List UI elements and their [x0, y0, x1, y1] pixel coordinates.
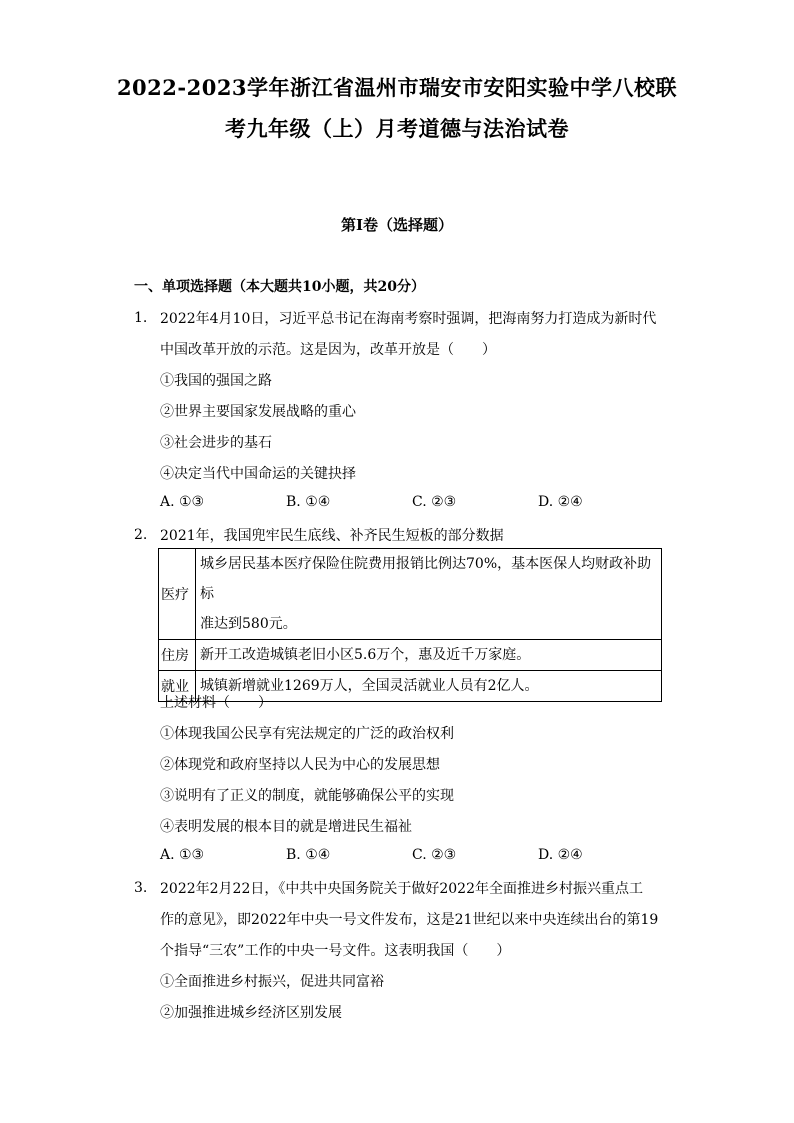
question-2-statement-4: ④表明发展的根本目的就是增进民生福祉	[160, 819, 412, 835]
livelihood-data-table	[158, 548, 662, 702]
question-3-statement-2: ②加强推进城乡经济区别发展	[160, 1005, 342, 1021]
question-3-statement-1: ①全面推进乡村振兴，促进共同富裕	[160, 974, 384, 990]
table-row-content	[196, 549, 662, 640]
table-row-content	[196, 640, 662, 671]
question-2-statement-1: ①体现我国公民享有宪法规定的广泛的政治权利	[160, 726, 454, 742]
question-3-stem-line-1: 2022年2月22日，《中共中央国务院关于做好2022年全面推进乡村振兴重点工	[160, 881, 643, 897]
question-3-stem-line-2: 作的意见》，即2022年中央一号文件发布，这是21世纪以来中央连续出台的第19	[160, 912, 659, 928]
question-1-option-c[interactable]: C. ②③	[412, 494, 457, 510]
part-heading: 第I卷（选择题）	[340, 216, 454, 234]
question-1-option-b[interactable]: B. ①④	[286, 494, 331, 510]
table-cell-line: 城镇新增就业1269万人，全国灵活就业人员有2亿人。	[200, 678, 539, 694]
table-row-label: 医疗	[159, 549, 196, 640]
question-2-stem: 2021年，我国兜牢民生底线、补齐民生短板的部分数据	[160, 528, 504, 544]
question-1-statement-4: ④决定当代中国命运的关键抉择	[160, 466, 356, 482]
exam-title-line-1: 2022-2023学年浙江省温州市瑞安市安阳实验中学八校联	[116, 75, 678, 100]
question-1-statement-1: ①我国的强国之路	[160, 373, 272, 389]
exam-title-line-2: 考九年级（上）月考道德与法治试卷	[225, 116, 569, 141]
question-1-stem-line-2: 中国改革开放的示范。这是因为，改革开放是（ ）	[160, 342, 496, 358]
table-row	[159, 549, 662, 640]
question-2-statement-2: ②体现党和政府坚持以人民为中心的发展思想	[160, 757, 440, 773]
question-1-statement-2: ②世界主要国家发展战略的重心	[160, 404, 356, 420]
table-cell-line: 新开工改造城镇老旧小区5.6万个，惠及近千万家庭。	[200, 647, 531, 663]
table-cell-line: 城乡居民基本医疗保险住院费用报销比例达70%，基本医保人均财政补助标	[200, 556, 652, 602]
table-row	[159, 640, 662, 671]
question-1-option-d[interactable]: D. ②④	[538, 494, 583, 510]
table-row-label: 就业	[159, 671, 196, 702]
question-2-option-c[interactable]: C. ②③	[412, 847, 457, 863]
question-3-stem-line-3: 个指导“三农”工作的中央一号文件。这表明我国（ ）	[160, 943, 511, 959]
question-1-option-a[interactable]: A. ①③	[160, 494, 205, 510]
question-2-option-b[interactable]: B. ①④	[286, 847, 331, 863]
question-1-stem-line-1: 2022年4月10日，习近平总书记在海南考察时强调，把海南努力打造成为新时代	[160, 311, 657, 327]
question-1-statement-3: ③社会进步的基石	[160, 435, 272, 451]
table-cell-line: 准达到580元。	[200, 616, 297, 632]
question-3-number: 3.	[134, 880, 148, 896]
question-2-number: 2.	[134, 527, 148, 543]
question-2-statement-3: ③说明有了正义的制度，就能够确保公平的实现	[160, 788, 454, 804]
question-2-prompt: 上述材料（ ）	[160, 695, 272, 711]
table-row-label: 住房	[159, 640, 196, 671]
question-2-option-d[interactable]: D. ②④	[538, 847, 583, 863]
question-2-option-a[interactable]: A. ①③	[160, 847, 205, 863]
section-heading: 一、单项选择题（本大题共10小题，共20分）	[134, 279, 425, 295]
question-1-number: 1.	[134, 310, 148, 326]
